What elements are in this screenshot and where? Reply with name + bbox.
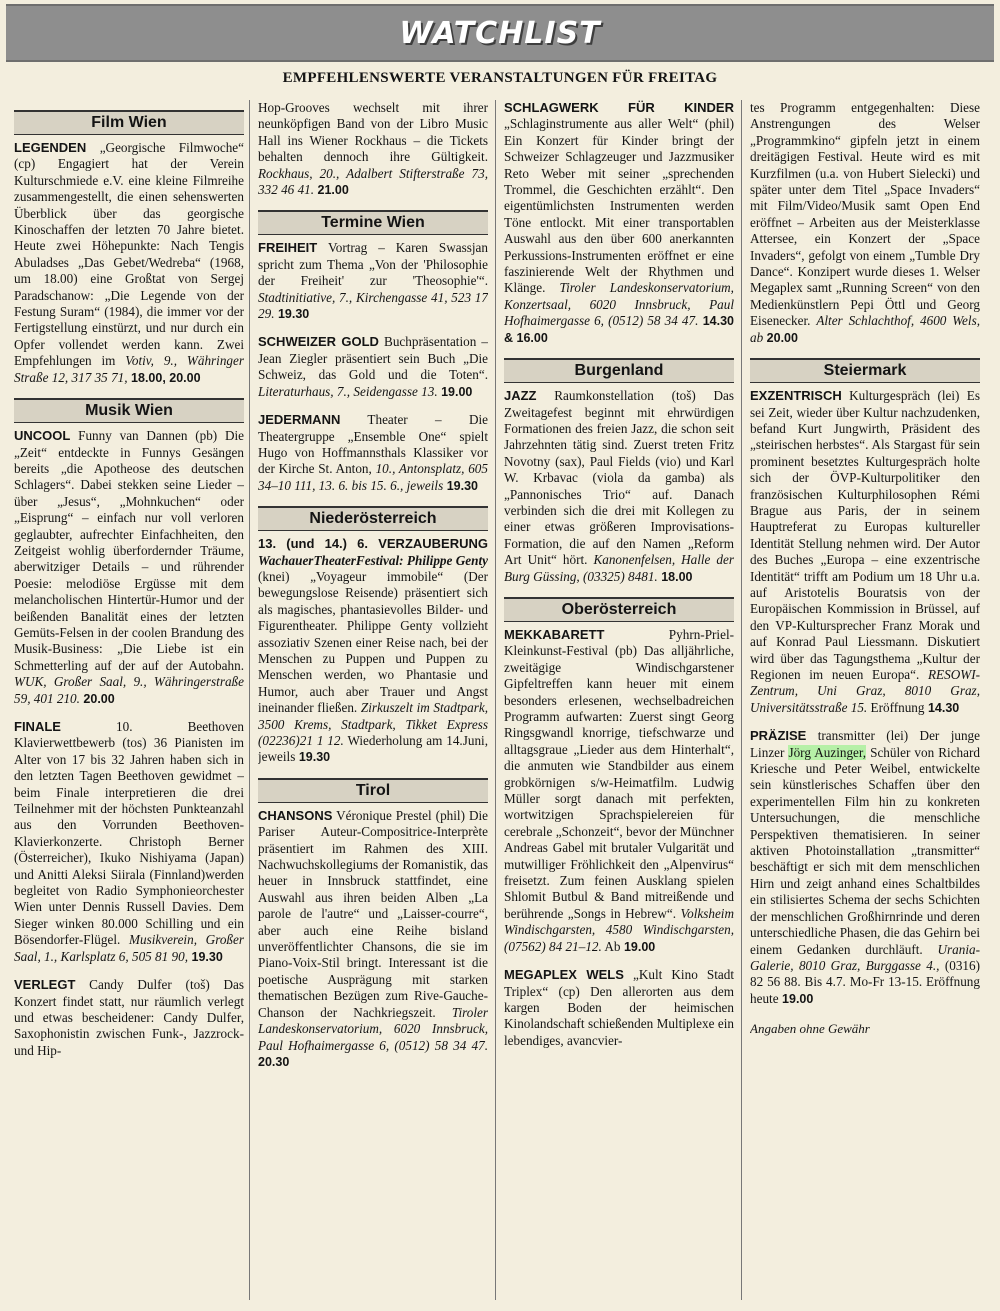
event-location: Rockhaus, 20., Adalbert Stifterstraße 73, 332 46 41. (258, 165, 488, 198)
banner-title: WATCHLIST (399, 15, 601, 51)
event-time: 20.00 (79, 691, 115, 706)
event-time: 19.30 (188, 949, 223, 964)
event-listing (258, 536, 488, 766)
event-time: 19.00 (620, 939, 656, 954)
column-4 (750, 100, 980, 1295)
event-location: Alter Schlachthof, 4600 Wels, ab (750, 313, 980, 345)
event-keyword: MEKKABARETT (504, 626, 605, 642)
event-location: Zirkuszelt im Stadtpark, 3500 Krems, Stadtpark, Tikket Express (02236)21 1 12. (258, 700, 488, 748)
event-keyword: PRÄZISE (750, 728, 807, 744)
event-listing (14, 140, 244, 386)
column-1 (14, 100, 244, 1295)
event-description: Hop-Grooves wechselt mit ihrer neunköpfigen Band von der Libro Music Hall ins Wiener Rockhaus – die Tickets behalten dennoch ihre Gültigkeit. (258, 100, 488, 165)
event-description: Pyhrn-Priel-Kleinkunst-Festival (pb) Das alljährliche, zweitägige Windischgarstener Gipfeltreffen kann heuer mit einem besonders erlesenen, wechselbadreichen Programm aufwarten: Zuerst singt Georg Ringsgwandl knorrige, tiefschwarze und alltagsgraue „Lieder aus dem Hinterhalt“, die anmuten wie Standbilder aus einem grobkörnigen s/w-Heimatfilm. Ludwig Müller sorgt danach mit perfekten, wortwitzigen Sprachspielereien für cerebrale „Schonzeit“, bevor der Münchner Andreas Gabel mit brutaler Vulgarität und mutwilliger Fröhlichkeit den „Alpenvirus“ freisetzt. Zum feinen Ausklang spielen Shlomit Butbul & Band mitreißende und berührende „Songs in Hebrew“. (504, 626, 734, 921)
disclaimer: Angaben ohne Gewähr (750, 1021, 870, 1037)
event-listing (14, 428, 244, 707)
event-time: 19.00 (437, 384, 473, 399)
event-time: 19.00 (778, 991, 814, 1006)
event-listing (14, 719, 244, 965)
event-description: „Schlaginstrumente aus aller Welt“ (phil) Ein Konzert für Kinder bringt der Schweizer Schlagzeuger und Jazzmusiker Reto Weber mit seiner „sprechenden Trommel, die Geschichten erzählt“. Den eigentümlichsten Instrumenten werden Töne entlockt. Mit einer transportablen Auswahl aus den über 600 anerkannten Perkussions-Instrumenten eröffnet er eine faszinierende Welt der Rhythmen und Klänge. (504, 116, 734, 296)
event-listing (504, 388, 734, 585)
event-description: „Kult Kino Stadt Triplex“ (cp) Den allerorten aus dem kargen Boden der heimischen Kinolandschaft schießenden Multiplexe ein lebendiges, avancvier- (504, 967, 734, 1048)
event-keyword: LEGENDEN (14, 140, 87, 155)
event-details: Eröffnung (867, 699, 925, 715)
event-time: 14.30 (924, 700, 960, 715)
page-subtitle: EMPFEHLENSWERTE VERANSTALTUNGEN FÜR FREITAG (282, 70, 718, 86)
event-description: Vortrag – Karen Swassjan spricht zum Thema „Von der 'Philosophie der Freiheit' zur 'Theosophie'“. (258, 240, 488, 289)
column-2 (258, 100, 488, 1295)
event-keyword: SCHLAGWERK FÜR KINDER (504, 100, 734, 115)
event-subtitle: WachauerTheaterFestival: Philippe Genty (258, 552, 488, 568)
column-divider (495, 100, 496, 1300)
event-keyword: JEDERMANN (258, 412, 341, 428)
event-keyword: CHANSONS (258, 807, 333, 823)
event-keyword: FREIHEIT (258, 240, 318, 256)
section-heading: Film Wien (14, 110, 244, 135)
event-description: Véronique Prestel (phil) Die Pariser Auteur-Compositrice-Interprète präsentiert im Rahmen des XIII. Nachwuchskollegiums der Romanistik, das heuer in Innsbruck stattfindet, eine Auswahl aus ihren beiden Alben „La parole de l'autre“ und „Laisser-courre“, aber auch eine Reihe bisland unveröffentlichter Chansons, die sie im Piano-Voix-Stil bringt. Interessant ist die poetische Ausprägung mit starken thematischen Bezügen zum Rive-Gauche-Chanson der Nachkriegszeit. (258, 807, 488, 1020)
event-location: Votiv, 9., Währinger Straße 12, 317 35 71, (14, 353, 244, 385)
event-details: (0316) 82 56 88. Bis 4.7. Mo-Fr 13-15. Eröffnung heute (750, 957, 980, 1006)
event-time: 18.00 (657, 569, 693, 584)
event-listing (750, 100, 980, 346)
highlighted-name: Jörg Auzinger, (788, 744, 867, 760)
column-divider (741, 100, 742, 1300)
event-details: Wiederholung am 14.Juni, jeweils (258, 733, 488, 765)
event-location: Musikverein, Großer Saal, 1., Karlsplatz 6, 505 81 90, (14, 932, 244, 964)
section-heading: Oberösterreich (504, 597, 734, 622)
event-location: Volksheim Windischgarsten, 4580 Windischgarsten, (07562) 84 21–12. (504, 905, 734, 954)
section-heading: Termine Wien (258, 210, 488, 235)
column-divider (249, 100, 250, 1300)
column-3 (504, 100, 734, 1295)
event-location: Literaturhaus, 7., Seidengasse 13. (258, 383, 438, 399)
event-description: (knei) „Voyageur immobile“ (Der bewegungslose Reisende) präsentiert sich als magisches, phantasievolles Bilder- und Figurentheater. Philippe Genty vollzieht assoziativ Szenen einer Reise nach, bei der Menschen zu Puppen und Puppen zu Menschen werden, wo Phantasie und Humor, auch aber Trauer und Angst ineinander fließen. (258, 568, 488, 716)
section-heading: Steiermark (750, 358, 980, 383)
event-time: 21.00 (314, 183, 349, 198)
event-keyword: VERLEGT (14, 977, 76, 993)
event-description: Funny van Dannen (pb) Die „Zeit“ entdeckte in Funnys Gesängen bereits „die Apotheose des deutschen Schlagers“. Dabei stekken seine Lieder – über „Jesus“, „Mohnkuchen“ oder „Eisprung“ – einfach nur voll verloren geglaubter, aufrechter Einfachheiten, den Zeitgeist wohlig überfordernder Träume, aberwitziger Details – und rührender Poesie: melodiöse Ergüsse mit dem melancholischen Hintertür-Humor und der beißenden Banalität eines der letzten Gemüts-Felsen in der coolen Brandung des Musik-Business: „Die Liebe ist ein Schmetterling auf der auf der Autobahn. (14, 428, 244, 673)
event-description: transmitter (lei) Der junge Linzer (750, 728, 980, 760)
event-listing (504, 627, 734, 955)
event-listing (258, 808, 488, 1071)
section-heading: Tirol (258, 778, 488, 803)
event-keyword: 13. (und 14.) 6. VERZAUBERUNG (258, 536, 488, 552)
section-heading: Musik Wien (14, 398, 244, 423)
event-description: „Georgische Filmwoche“ (cp) Engagiert hat der Verein Kulturschmiede e.V. eine kleine Filmreihe zusammengestellt, die einen sehenswerten Überblick über das georgische Kinoschaffen der letzten 70 Jahre bietet. Heute zwei Höhepunkte: Nach Tengis Abuladses „Das Gebet/Wedreba“ (1968, um 18.00) eine Großtat von Sergej Paradschanow: „Die Legende von der Festung Suram“ (1984), die immer vor der Fertigstellung einstürzt, und nur durch ein Opfer vollendet werden kann. Zwei Empfehlungen im (14, 140, 244, 369)
event-location: 10., Antonsplatz, 605 34–10 111, 13. 6. bis 15. 6., jeweils (258, 461, 488, 493)
event-description: tes Programm entgegenhalten: Diese Anstrengungen des Welser „Programmkino“ gipfeln jetzt in einem dreitägigen Festival. Heute wird es mit Kurzfilmen (u.a. von Hubert Sielecki) und später unter dem Titel „Space Invaders“ mit Film/Video/Musik samt Open End eröffnet – Arbeiten aus der Meisterklasse Attersee, ein Konzert der „Space Invaders“, gefolgt von einem „Tumble Dry Dance“. Konzipert wurde dieses 1. Welser Megaplex samt „Running Screen“ von den Medienkünstlern Pepi Öttl und Georg Eisenecker. (750, 100, 980, 329)
event-listing (258, 334, 488, 400)
event-listing (14, 977, 244, 1059)
watchlist-banner (6, 4, 994, 62)
event-description: Kulturgespräch (lei) Es sei Zeit, wieder über Kultur nachzudenken, befand Kurt Jungwirth, Präsident des „steirischen herbstes“. Als Stargast für sein prominent besetztes Kulturgespräch holte sich der ÖVP-Kulturpolitiker den französischen Kulturphilosophen Rémi Brague aus Paris, der in seinem Hauptreferat zu Europas kultureller Identität Stellung nehmen wird. Der Autor des Buches „Europa – eine exzentrische Identität“ trifft am Podium um 18 Uhr u.a. auf Aristotelis Bouratsis von der Europäischen Kommission in Brüssel, auf den VP-Kultursprecher Franz Morak und auf Konrad Paul Liessmann. Diskutiert wird über das Tagungsthema „Kultur der Regionen im neuen Europa“. (750, 388, 980, 682)
event-keyword: UNCOOL (14, 428, 71, 444)
event-keyword: JAZZ (504, 388, 537, 404)
event-time: 18.00, 20.00 (127, 370, 201, 385)
event-listing (258, 412, 488, 494)
event-location: Kanonenfelsen, Halle der Burg Güssing, (03325) 8481. (504, 552, 734, 584)
section-heading: Burgenland (504, 358, 734, 383)
event-keyword: FINALE (14, 719, 61, 734)
event-location: Tiroler Landeskonservatorium, 6020 Innsbruck, Paul Hofhaimergasse 6, (0512) 58 34 47. (258, 1004, 488, 1053)
event-time: 19.30 (443, 478, 478, 493)
event-listing (504, 967, 734, 1049)
event-time: 14.30 & 16.00 (504, 314, 734, 345)
event-location: Tiroler Landeskonservatorium, Konzertsaal, 6020 Innsbruck, Paul Hofhaimergasse 6, (0512) 58 34 47. (504, 280, 734, 329)
event-keyword: SCHWEIZER GOLD (258, 334, 379, 350)
event-description: Theater – Die Theatergruppe „Ensemble One“ spielt Hugo von Hoffmannsthals Klassiker vor der Kirche St. Anton, (258, 412, 488, 477)
event-listing (750, 388, 980, 716)
event-description: 10. Beethoven Klavierwettbewerb (tos) 36 Pianisten im Alter von 17 bis 32 Jahren haben sich in den letzten Tagen Beethoven gewidmet – beim Finale interpretieren die drei Teilnehmer mit der höchsten Punkteanzahl aus den Vorrunden Beethoven-Klavierkonzerte. Christoph Berner (Österreicher), Ikuko Nishiyama (Japan) und Anitti Aleksi Siirala (Finnland)werden begleitet von Radio Symphonieorchester Wien unter Dennis Russell Davies. Dem Sieger winken 80.000 Schilling und ein Bösendorfer-Flügel. (14, 719, 244, 948)
event-description: Schüler von Richard Kriesche und Peter Weibel, entwickelte sein künstlerisches Schaffen über den experimentellen Film hin zu konkreten Untersuchungen, die menschliche Perspektiven thematisieren. In seiner aktiven Photoinstallation „transmitter“ beschäftigt er sich mit dem menschlichen Hirn und zeigt anhand eines Schaltbildes ein stilisiertes Schema der sechs Schichten der menschlichen Großhirnrinde und deren unterschiedliche Phasen, die das Gehirn bei einem Gedanken durchläuft. (750, 744, 980, 957)
event-location: Stadtinitiative, 7., Kirchengasse 41, 523 17 29. (258, 289, 488, 322)
event-listing (258, 100, 488, 198)
event-description: Candy Dulfer (toš) Das Konzert findet statt, nur räumlich verlegt und etwas bescheidener: Candy Dulfer, Saxophonistin zwischen Funk-, Jazzrock- und Hip- (14, 977, 244, 1058)
event-listing (750, 728, 980, 1007)
section-heading: Niederösterreich (258, 506, 488, 531)
event-listing (258, 240, 488, 322)
event-details: Ab (601, 938, 621, 954)
event-time: 19.30 (295, 750, 331, 765)
event-location: Urania-Galerie, 8010 Graz, Burggasse 4., (750, 941, 980, 973)
event-location: RESOWI-Zentrum, Uni Graz, 8010 Graz, Universitätsstraße 15. (750, 667, 980, 715)
event-time: 19.30 (274, 307, 310, 322)
event-keyword: EXZENTRISCH (750, 388, 842, 404)
event-keyword: MEGAPLEX WELS (504, 967, 624, 983)
event-location: WUK, Großer Saal, 9., Währingerstraße 59, 401 210. (14, 674, 244, 706)
event-description: Raumkonstellation (toš) Das Zweitagefest beginnt mit ehrwürdigen Formationen des freien Jazz, die schon seit Jahrzehnten tätig sind. Zuerst treten Fritz Novotny (sax), Paul Fields (vio) und Karl W. Krbavac (viola da gamba) als „Pannonisches Trio“ auf. Danach verbinden sich die drei mit Kollegen zu einer etwas größeren Improvisations-Formation, die auf den Namen „Reform Art Unit“ hört. (504, 388, 734, 568)
event-listing (504, 100, 734, 346)
event-description: Buchpräsentation – Jean Ziegler präsentiert sein Buch „Die Schweiz, das Gold und die Toten“. (258, 334, 488, 383)
event-time: 20.00 (763, 330, 798, 345)
event-time: 20.30 (258, 1054, 290, 1069)
